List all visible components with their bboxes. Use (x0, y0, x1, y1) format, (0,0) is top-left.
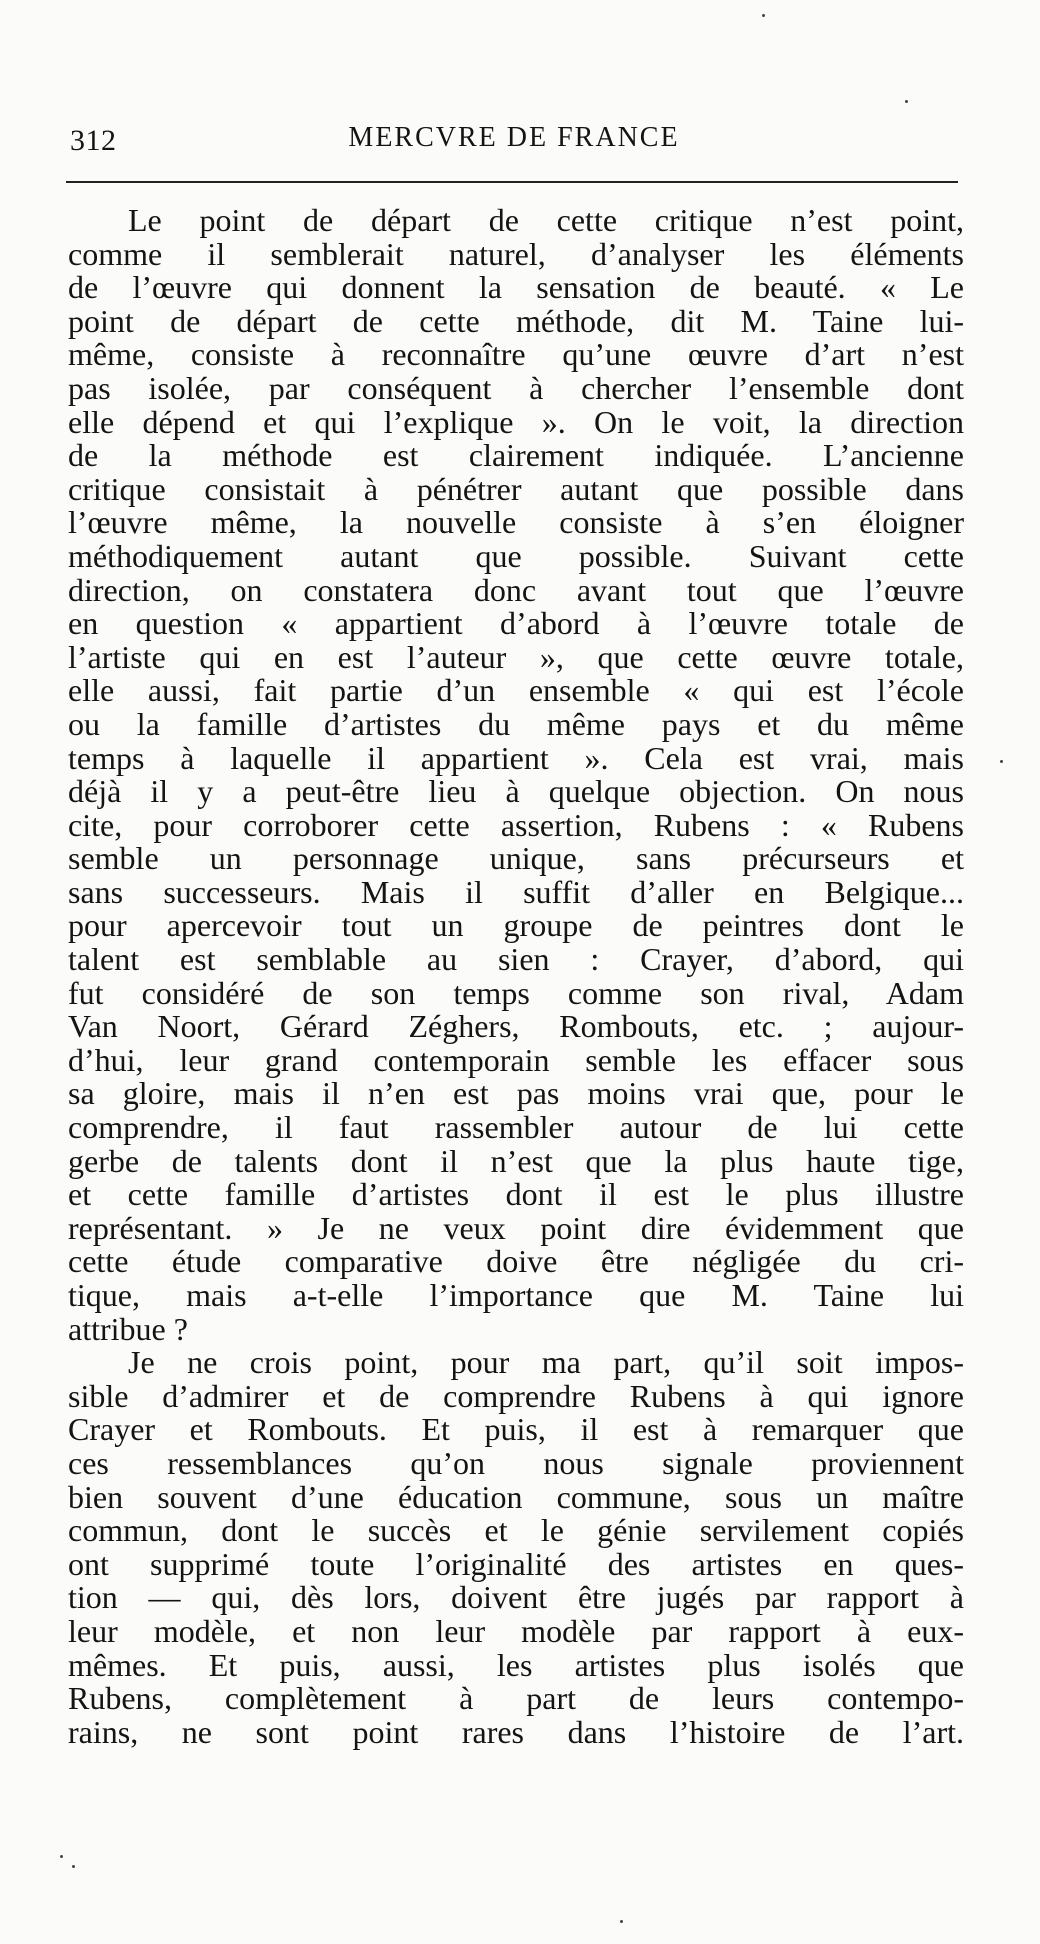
text-line: ont supprimé toute l’originalité des artistes en ques- (68, 1545, 964, 1582)
text-line: point de départ de cette méthode, dit M. Taine lui- (68, 302, 964, 339)
text-line: comme il semblerait naturel, d’analyser les éléments (68, 235, 964, 272)
text-line: Van Noort, Gérard Zéghers, Rombouts, etc. ; aujour- (68, 1008, 964, 1045)
text-line: talent est semblable au sien : Crayer, d’abord, qui (68, 941, 964, 978)
text-line: déjà il y a peut-être lieu à quelque objection. On nous (68, 773, 964, 810)
text-line: de la méthode est clairement indiquée. L’ancienne (68, 437, 964, 474)
text-line: critique consistait à pénétrer autant que possible dans (68, 470, 964, 507)
text-line: rains, ne sont point rares dans l’histoire de l’art. (68, 1713, 964, 1750)
running-head: MERCVRE DE FRANCE (348, 122, 680, 153)
header-rule (66, 181, 958, 183)
text-line: comprendre, il faut rassembler autour de lui cette (68, 1109, 964, 1146)
text-line: commun, dont le succès et le génie servilement copiés (68, 1512, 964, 1549)
text-line: ou la famille d’artistes du même pays et du même (68, 705, 964, 742)
text-line: l’œuvre même, la nouvelle consiste à s’en éloigner (68, 504, 964, 541)
scan-speck (60, 1855, 63, 1858)
text-line: même, consiste à reconnaître qu’une œuvre d’art n’est (68, 336, 964, 373)
text-line: direction, on constatera donc avant tout que l’œuvre (68, 571, 964, 608)
text-line: Je ne crois point, pour ma part, qu’il soit impos- (128, 1344, 964, 1381)
text-line: sible d’admirer et de comprendre Rubens à qui ignore (68, 1377, 964, 1414)
scan-speck (762, 14, 765, 17)
text-line: tique, mais a-t-elle l’importance que M. Taine lui (68, 1277, 964, 1313)
text-line: gerbe de talents dont il n’est que la plus haute tige, (68, 1142, 964, 1179)
text-line: fut considéré de son temps comme son rival, Adam (68, 974, 964, 1011)
text-line: de l’œuvre qui donnent la sensation de beauté. « Le (68, 269, 964, 306)
text-line: leur modèle, et non leur modèle par rapport à eux- (68, 1612, 964, 1649)
text-line: pour apercevoir tout un groupe de peintres dont le (68, 907, 964, 944)
text-line: semble un personnage unique, sans précurseurs et (68, 840, 964, 877)
text-line: d’hui, leur grand contemporain semble les effacer sous (68, 1041, 964, 1078)
text-line: Le point de départ de cette critique n’est point, (128, 202, 964, 238)
text-line: en question « appartient d’abord à l’œuvre totale de (68, 605, 964, 642)
paragraph-2 (68, 1346, 964, 1749)
scan-speck (905, 100, 908, 103)
text-line: pas isolée, par conséquent à chercher l’ensemble dont (68, 369, 964, 406)
text-line: elle aussi, fait partie d’un ensemble « qui est l’école (68, 672, 964, 709)
text-line: sa gloire, mais il n’en est pas moins vrai que, pour le (68, 1075, 964, 1112)
text-line: elle dépend et qui l’explique ». On le voit, la direction (68, 403, 964, 440)
text-line: cite, pour corroborer cette assertion, Rubens : « Rubens (68, 806, 964, 843)
body-text (68, 204, 964, 1749)
text-line: cette étude comparative doive être négligée du cri- (68, 1243, 964, 1280)
text-line: l’artiste qui en est l’auteur », que cette œuvre totale, (68, 638, 964, 675)
text-line: et cette famille d’artistes dont il est le plus illustre (68, 1176, 964, 1213)
text-line: temps à laquelle il appartient ». Cela est vrai, mais (68, 739, 964, 776)
scan-speck (620, 1920, 623, 1923)
text-line: attribue ? (68, 1310, 188, 1347)
page-number: 312 (70, 124, 117, 157)
text-line: ces ressemblances qu’on nous signale proviennent (68, 1444, 964, 1481)
text-line: Rubens, complètement à part de leurs contempo- (68, 1680, 964, 1717)
text-line: Crayer et Rombouts. Et puis, il est à remarquer que (68, 1411, 964, 1448)
text-line: bien souvent d’une éducation commune, sous un maître (68, 1478, 964, 1515)
text-line: représentant. » Je ne veux point dire évidemment que (68, 1209, 964, 1246)
text-line: sans successeurs. Mais il suffit d’aller en Belgique... (68, 873, 964, 910)
text-line: mêmes. Et puis, aussi, les artistes plus isolés que (68, 1646, 964, 1683)
scan-speck (1000, 760, 1003, 763)
page-header (70, 120, 958, 160)
text-line: méthodiquement autant que possible. Suivant cette (68, 537, 964, 574)
paragraph-1 (68, 204, 964, 1346)
text-line: tion — qui, dès lors, doivent être jugés par rapport à (68, 1579, 964, 1616)
scan-speck (72, 1865, 75, 1868)
